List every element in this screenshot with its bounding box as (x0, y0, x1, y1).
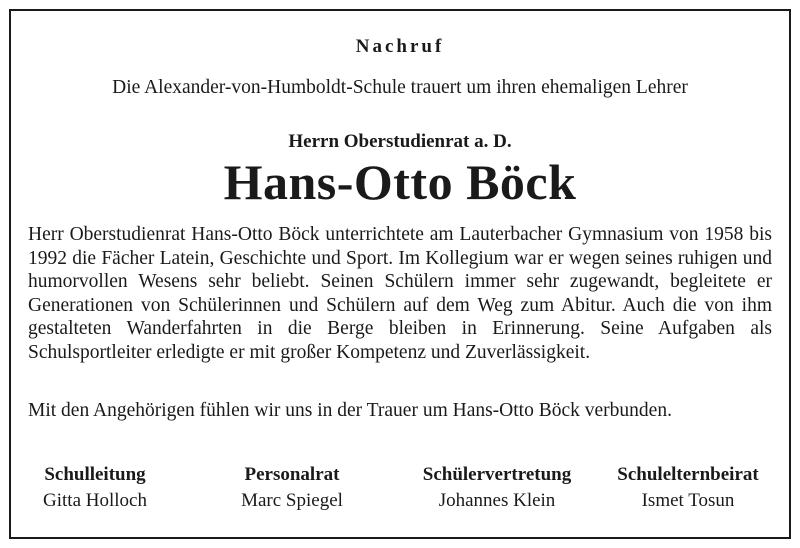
signature-role: Schulleitung (44, 464, 146, 485)
signature-schulleitung (15, 462, 175, 514)
deceased-name: Hans-Otto Böck (223, 154, 577, 210)
title-prefix: Herrn Oberstudienrat a. D. (288, 131, 512, 152)
signature-name: Johannes Klein (438, 490, 556, 511)
obituary-body: Herr Oberstudienrat Hans-Otto Böck unterrichtete am Lauterbacher Gymnasium von 1958 bis 1992 die Fächer Latein, Geschichte und Sport. Im Kollegium war er wegen seines ruhigen und humorvollen Wesens sehr beliebt. Seinen Schülern immer sehr zugewandt, begleitete er Generationen von Schülerinnen und Schülern auf dem Weg zum Abitur. Auch die von ihm gestalteten Wanderfahrten in die Berge bleiben in Erinnerung. Seine Aufgaben als Schulsportleiter erledigte er mit großer Kompetenz und Zuverlässigkeit. (28, 224, 772, 363)
signature-role: Personalrat (244, 464, 340, 485)
intro-line: Die Alexander-von-Humboldt-Schule trauert um ihren ehemaligen Lehrer (112, 77, 688, 98)
closing-line: Mit den Angehörigen fühlen wir uns in der Trauer um Hans-Otto Böck verbunden. (28, 400, 672, 421)
signature-name: Ismet Tosun (641, 490, 735, 511)
signature-role: Schulelternbeirat (617, 464, 759, 485)
signature-personalrat (212, 462, 372, 514)
notice-heading: Nachruf (355, 36, 445, 57)
signature-schuelervertretung (397, 462, 597, 514)
signature-name: Gitta Holloch (43, 490, 147, 511)
signature-role: Schülervertretung (422, 464, 572, 485)
signature-name: Marc Spiegel (241, 490, 343, 511)
signature-schulelternbeirat (598, 462, 778, 514)
